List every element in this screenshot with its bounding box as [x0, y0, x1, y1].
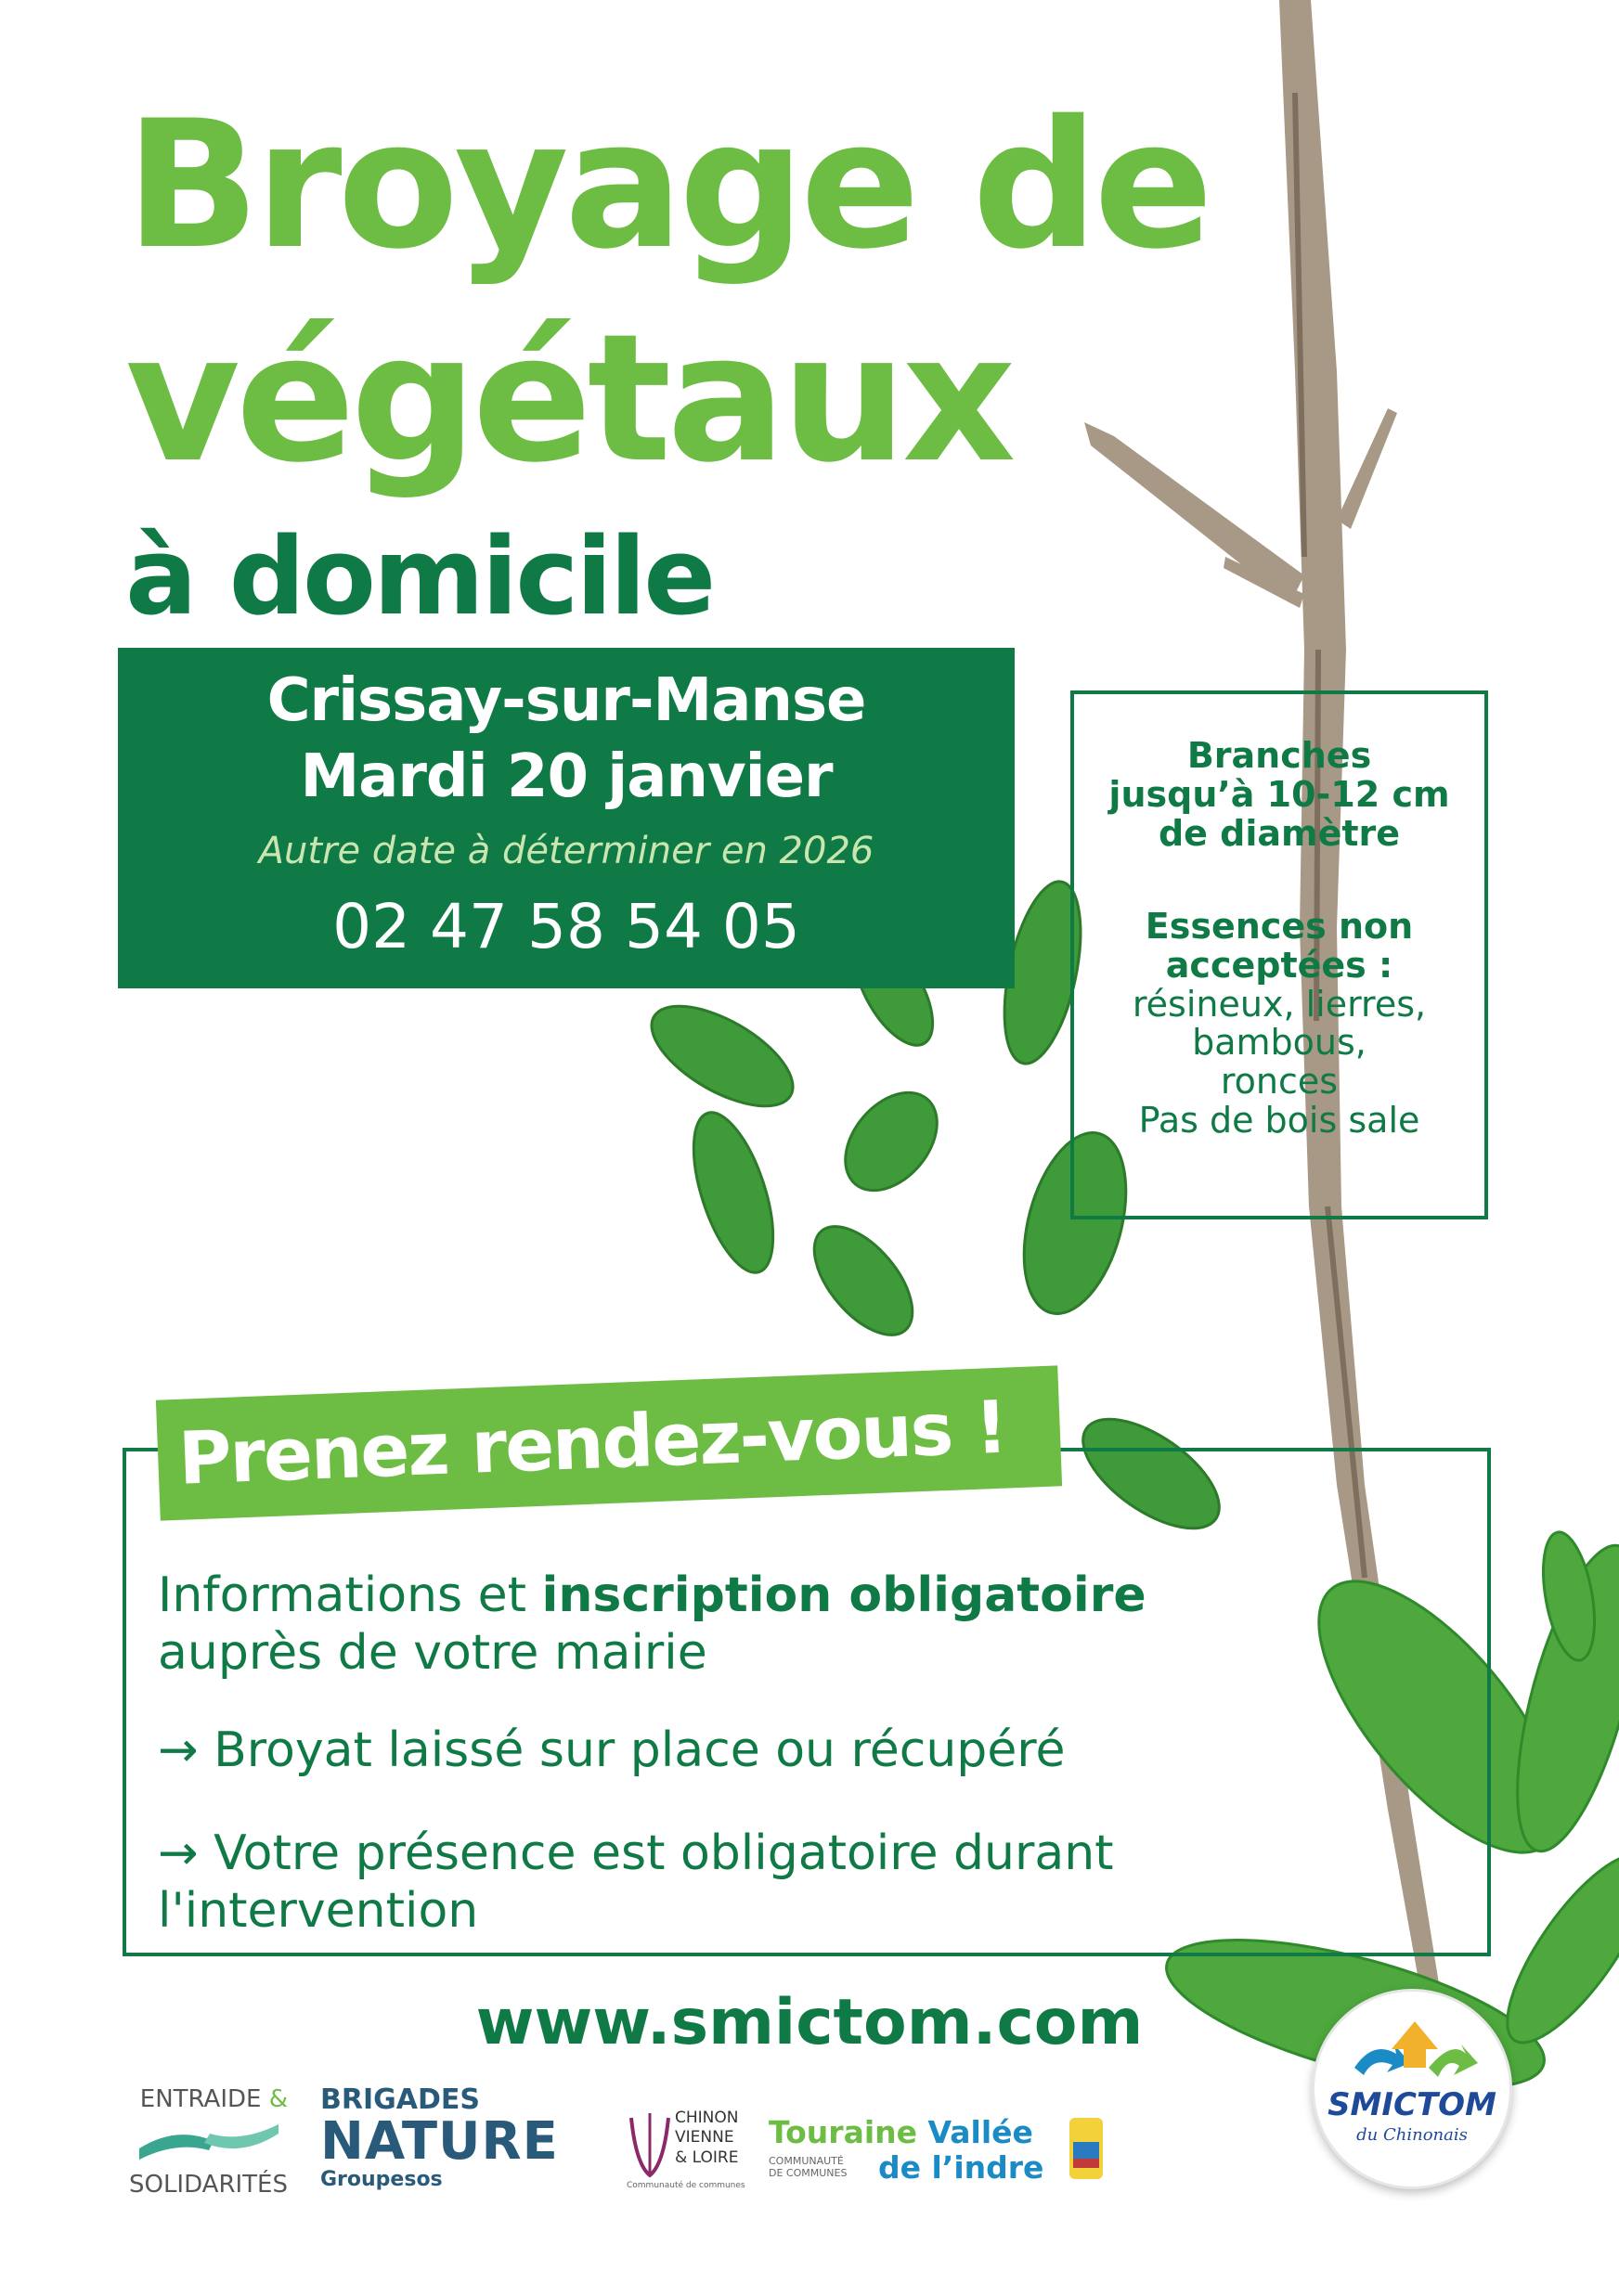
- touraine-vallee-indre-logo: [769, 2114, 1044, 2188]
- event-town: Crissay-sur-Manse: [266, 666, 866, 735]
- refused-line-6: Pas de bois sale: [1138, 1099, 1420, 1141]
- branches-line-3: de diamètre: [1158, 812, 1401, 854]
- chinon-l1: CHINON: [675, 2109, 739, 2127]
- refused-line-2: acceptées :: [1165, 944, 1393, 986]
- appointment-info: [158, 1567, 1365, 1683]
- refused-line-5: ronces: [1220, 1061, 1339, 1103]
- touraine-l1a: Touraine: [769, 2114, 918, 2150]
- brigades-l3: Groupesos: [320, 2168, 443, 2191]
- smictom-logo: [1312, 1989, 1512, 2189]
- appointment-info-bold: inscription obligatoire: [541, 1567, 1146, 1623]
- brigades-l2: NATURE: [320, 2111, 559, 2172]
- appointment-banner: Prenez rendez-vous !: [156, 1365, 1062, 1520]
- entraide-amp: &: [268, 2085, 288, 2113]
- brigades-l1: BRIGADES: [320, 2083, 480, 2116]
- appointment-info-post: auprès de votre mairie: [158, 1625, 707, 1682]
- branches-line-1: Branches: [1186, 735, 1372, 776]
- smictom-arrows-icon: [1350, 2012, 1480, 2086]
- website-link[interactable]: www.smictom.com: [475, 1986, 1144, 2059]
- entraide-l2: SOLIDARITÉS: [128, 2171, 288, 2199]
- entraide-l1: ENTRAIDE: [139, 2085, 262, 2113]
- presence-line-2: l'intervention: [158, 1883, 479, 1940]
- coat-of-arms-icon: [1068, 2116, 1105, 2181]
- branches-line-2: jusqu’à 10-12 cm: [1108, 773, 1450, 815]
- chinon-l2: VIENNE: [675, 2128, 734, 2148]
- touraine-l2: de l’indre: [878, 2149, 1044, 2186]
- event-other-date: Autre date à déterminer en 2026: [258, 830, 874, 872]
- touraine-sub1: COMMUNAUTÉ: [769, 2155, 844, 2167]
- title-line-1: Broyage de: [125, 83, 1210, 288]
- event-date: Mardi 20 janvier: [300, 742, 833, 811]
- chinon-l3: & LOIRE: [675, 2148, 739, 2167]
- smictom-l1: SMICTOM: [1328, 2086, 1496, 2123]
- entraide-solidarites-logo: [128, 2085, 288, 2199]
- refused-line-1: Essences non: [1145, 906, 1414, 947]
- event-phone: 02 47 58 54 05: [332, 891, 800, 962]
- refused-line-4: bambous,: [1192, 1022, 1366, 1064]
- chinon-emblem-icon: [627, 2109, 673, 2183]
- touraine-sub2: DE COMMUNES: [769, 2167, 848, 2180]
- chinon-l4: Communauté de communes: [627, 2181, 745, 2190]
- appointment-mulch-note: → Broyat laissé sur place ou récupéré: [158, 1722, 1066, 1778]
- touraine-l1b: Vallée: [927, 2114, 1033, 2150]
- appointment-info-pre: Informations et: [158, 1567, 542, 1623]
- presence-line-1: → Votre présence est obligatoire durant: [158, 1825, 1114, 1881]
- brigades-nature-logo: [320, 2083, 559, 2195]
- subtitle: à domicile: [125, 515, 714, 639]
- conditions-box: [1070, 690, 1488, 1219]
- title-line-2: végétaux: [125, 296, 1012, 501]
- refused-line-3: résineux, lierres,: [1132, 983, 1427, 1025]
- event-date-box: [118, 648, 1015, 988]
- hands-icon: [139, 2121, 278, 2163]
- appointment-presence-note: [158, 1825, 1365, 1941]
- chinon-vienne-loire-logo: [627, 2109, 766, 2192]
- commune-coat-of-arms: [1068, 2116, 1105, 2181]
- smictom-l2: du Chinonais: [1356, 2125, 1468, 2145]
